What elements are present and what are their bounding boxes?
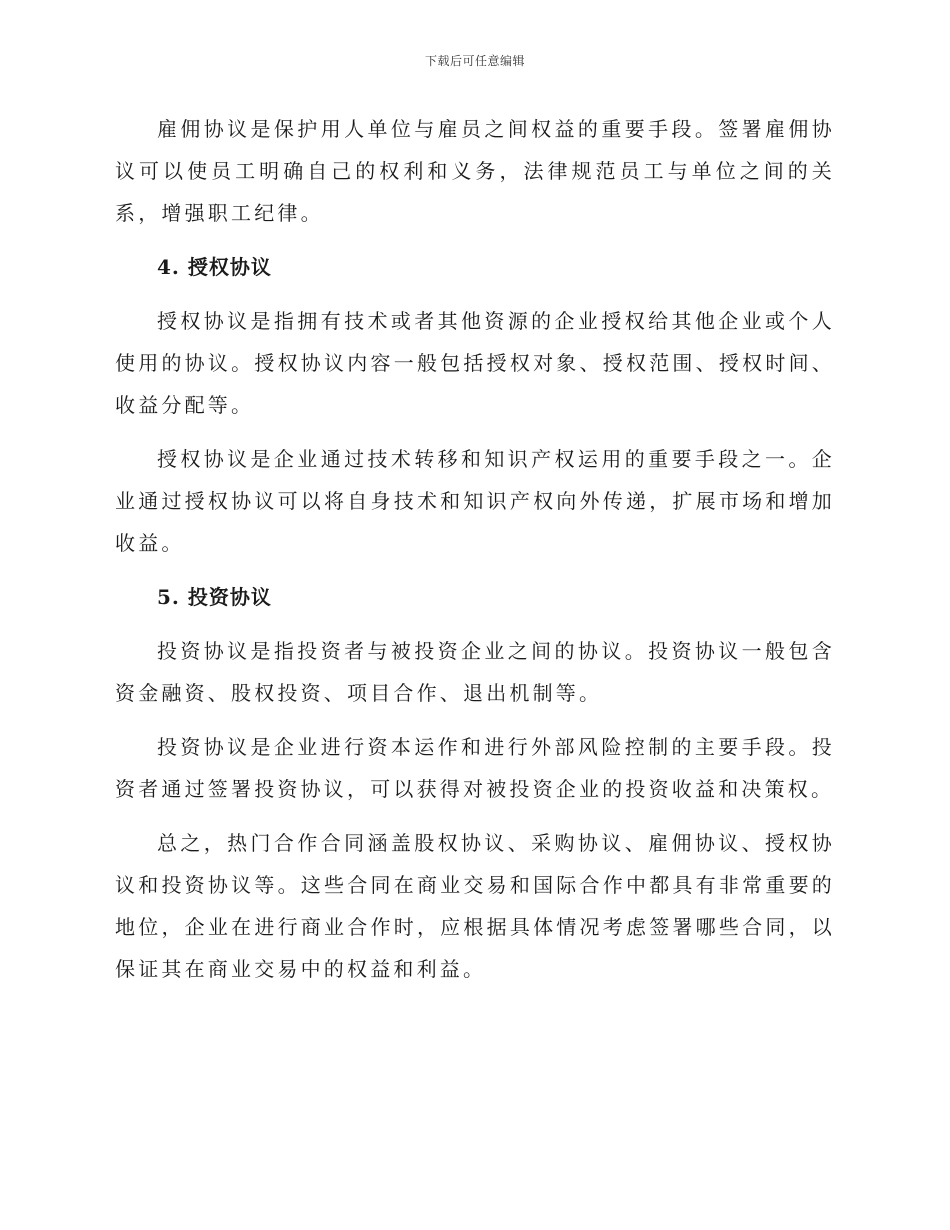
paragraph-employment-agreement: 雇佣协议是保护用人单位与雇员之间权益的重要手段。签署雇佣协议可以使员工明确自己的权利和义务，法律规范员工与单位之间的关系，增强职工纪律。 (115, 117, 835, 225)
section-heading-investment-agreement: 5. 投资协议 (157, 585, 272, 609)
document-body (115, 108, 835, 1002)
page-header: 下载后可任意编辑 (424, 54, 525, 68)
section-heading-licensing-agreement: 4. 授权协议 (157, 255, 272, 279)
paragraph-conclusion: 总之，热门合作合同涵盖股权协议、采购协议、雇佣协议、授权协议和投资协议等。这些合同在商业交易和国际合作中都具有非常重要的地位，企业在进行商业合作时，应根据具体情况考虑签署哪些合同，以保证其在商业交易中的权益和利益。 (115, 831, 835, 981)
paragraph-investment-definition: 投资协议是指投资者与被投资企业之间的协议。投资协议一般包含资金融资、股权投资、项目合作、退出机制等。 (115, 639, 835, 705)
paragraph-licensing-definition: 授权协议是指拥有技术或者其他资源的企业授权给其他企业或个人使用的协议。授权协议内容一般包括授权对象、授权范围、授权时间、收益分配等。 (115, 309, 835, 417)
paragraph-investment-importance: 投资协议是企业进行资本运作和进行外部风险控制的主要手段。投资者通过签署投资协议，可以获得对被投资企业的投资收益和决策权。 (115, 735, 835, 801)
paragraph-licensing-importance: 授权协议是企业通过技术转移和知识产权运用的重要手段之一。企业通过授权协议可以将自身技术和知识产权向外传递，扩展市场和增加收益。 (115, 447, 835, 555)
